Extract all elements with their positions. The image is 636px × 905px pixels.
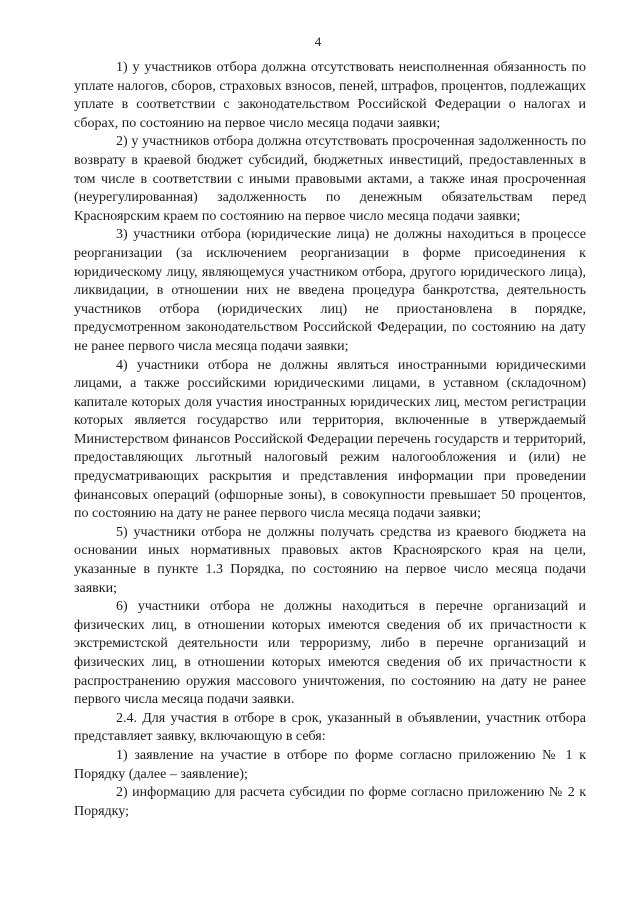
paragraph-item-1-tax-obligations: 1) у участников отбора должна отсутствовать неисполненная обязанность по уплате налогов, сборов, страховых взносов, пеней, штрафов, процентов, подлежащих уплате в соответствии с законодательством Российской Федерации о налогах и сборах, по состоянию на первое число месяца подачи заявки; bbox=[74, 60, 586, 131]
page-number: 4 bbox=[314, 34, 322, 49]
paragraph-item-5-other-funding: 5) участники отбора не должны получать средства из краевого бюджета на основании иных нормативных правовых актов Красноярского края на цели, указанные в пункте 1.3 Порядка, по состоянию на первое число месяца подачи заявки; bbox=[74, 524, 586, 596]
paragraph-application-item-1: 1) заявление на участие в отборе по форме согласно приложению № 1 к Порядку (далее – заявление); bbox=[74, 747, 586, 782]
paragraph-item-6-extremism-list: 6) участники отбора не должны находиться в перечне организаций и физических лиц, в отношении которых имеются сведения об их причастности к экстремистской деятельности или терроризму, либо в перечне организаций и физических лиц, в отношении которых имеются сведения об их причастности к распространению оружия массового уничтожения, по состоянию на дату не ранее первого числа месяца подачи заявки. bbox=[74, 599, 586, 708]
paragraph-item-4-foreign-entities: 4) участники отбора не должны являться иностранными юридическими лицами, а также российскими юридическими лицами, в уставном (складочном) капитале которых доля участия иностранных юридических лиц, местом регистрации которых является государство или территория, включенные в утверждаемый Министерством финансов Российской Федерации перечень государств и территорий, предоставляющих льготный налоговый режим налогообложения и (или) не предусматривающих раскрытия и представления информации при проведении финансовых операций (офшорные зоны), в совокупности превышает 50 процентов, по состоянию на дату не ранее первого числа месяца подачи заявки; bbox=[74, 357, 586, 522]
paragraph-application-item-2: 2) информацию для расчета субсидии по форме согласно приложению № 2 к Порядку; bbox=[74, 785, 586, 819]
document-body bbox=[74, 59, 586, 821]
paragraph-item-2-overdue-debt: 2) у участников отбора должна отсутствовать просроченная задолженность по возврату в краевой бюджет субсидий, бюджетных инвестиций, предоставленных в том числе в соответствии с иными правовыми актами, а также иная просроченная (неурегулированная) задолженность по денежным обязательствам перед Красноярским краем по состоянию на первое число месяца подачи заявки; bbox=[74, 134, 586, 224]
paragraph-item-3-reorganization: 3) участники отбора (юридические лица) не должны находиться в процессе реорганизации (за исключением реорганизации в форме присоединения к юридическому лицу, являющемуся участником отбора, другого юридического лица), ликвидации, в отношении них не введена процедура банкротства, деятельность участников отбора (юридических лиц) не приостановлена в порядке, предусмотренном законодательством Российской Федерации, по состоянию на дату не ранее первого числа месяца подачи заявки; bbox=[74, 227, 586, 354]
paragraph-section-2-4: 2.4. Для участия в отборе в срок, указанный в объявлении, участник отбора представляет заявку, включающую в себя: bbox=[74, 710, 586, 745]
